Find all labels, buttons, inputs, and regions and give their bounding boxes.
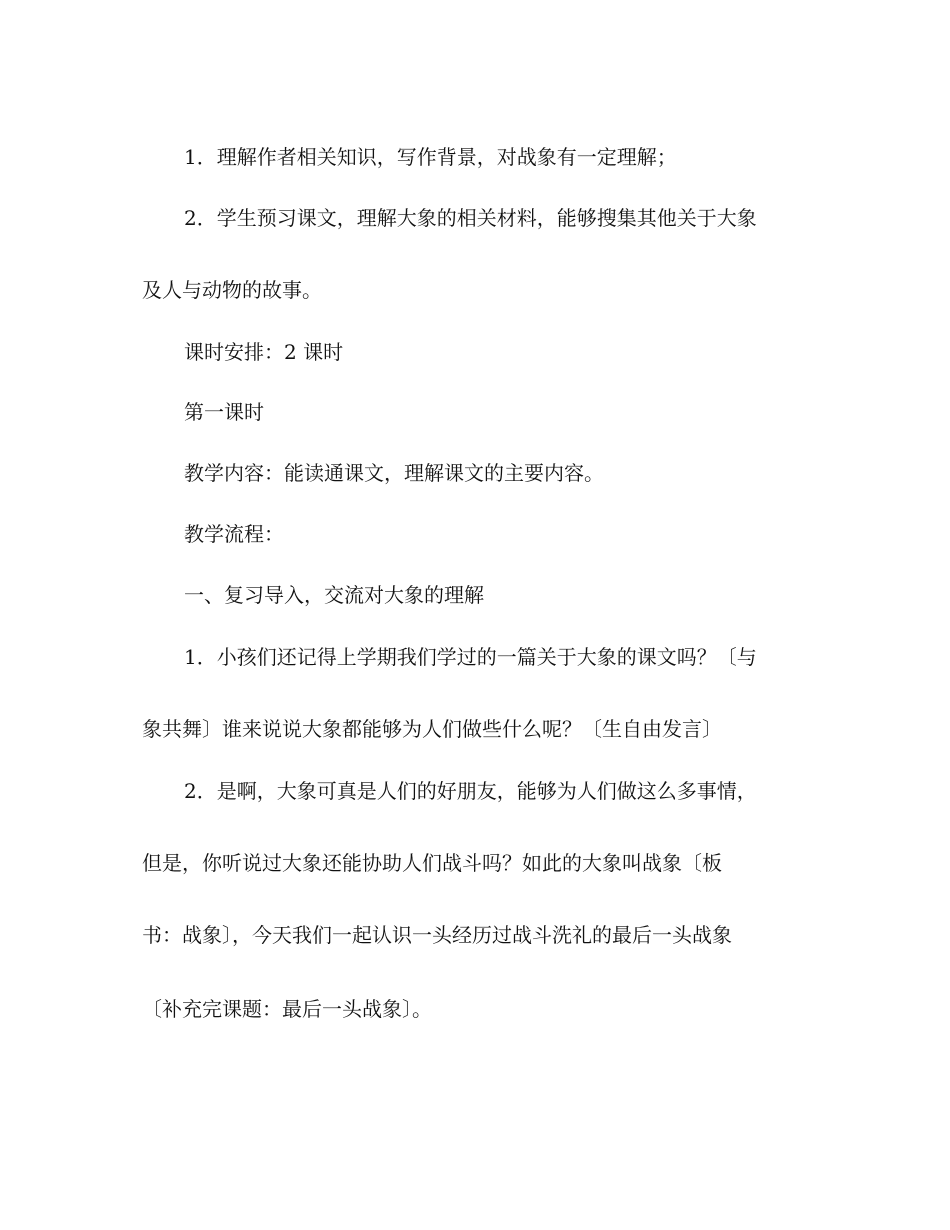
section-heading-1: 一、复习导入，交流对大象的理解 — [184, 583, 484, 607]
lesson-title: 第一课时 — [184, 400, 264, 424]
step-2: 2．是啊，大象可真是人们的好朋友，能够为人们做这么多事情， — [184, 779, 757, 803]
teaching-process-heading: 教学流程： — [184, 522, 284, 546]
step-1-continued: 象共舞〕谁来说说大象都能够为人们做些什么呢？〔生自由发言〕 — [142, 717, 722, 741]
lesson-schedule: 课时安排：2 课时 — [184, 340, 344, 364]
step-1: 1．小孩们还记得上学期我们学过的一篇关于大象的课文吗？〔与 — [184, 645, 757, 669]
teaching-content: 教学内容：能读通课文，理解课文的主要内容。 — [184, 461, 604, 485]
step-2-continued-2: 书：战象〕，今天我们一起认识一头经历过战斗洗礼的最后一头战象 — [142, 923, 732, 947]
step-2-continued-3: 〔补充完课题：最后一头战象〕。 — [142, 997, 432, 1021]
objective-2-continued: 及人与动物的故事。 — [142, 278, 322, 302]
objective-1: 1．理解作者相关知识，写作背景，对战象有一定理解； — [184, 145, 677, 169]
objective-2: 2．学生预习课文，理解大象的相关材料，能够搜集其他关于大象 — [184, 206, 757, 230]
step-2-continued-1: 但是，你听说过大象还能协助人们战斗吗？如此的大象叫战象〔板 — [142, 851, 722, 875]
